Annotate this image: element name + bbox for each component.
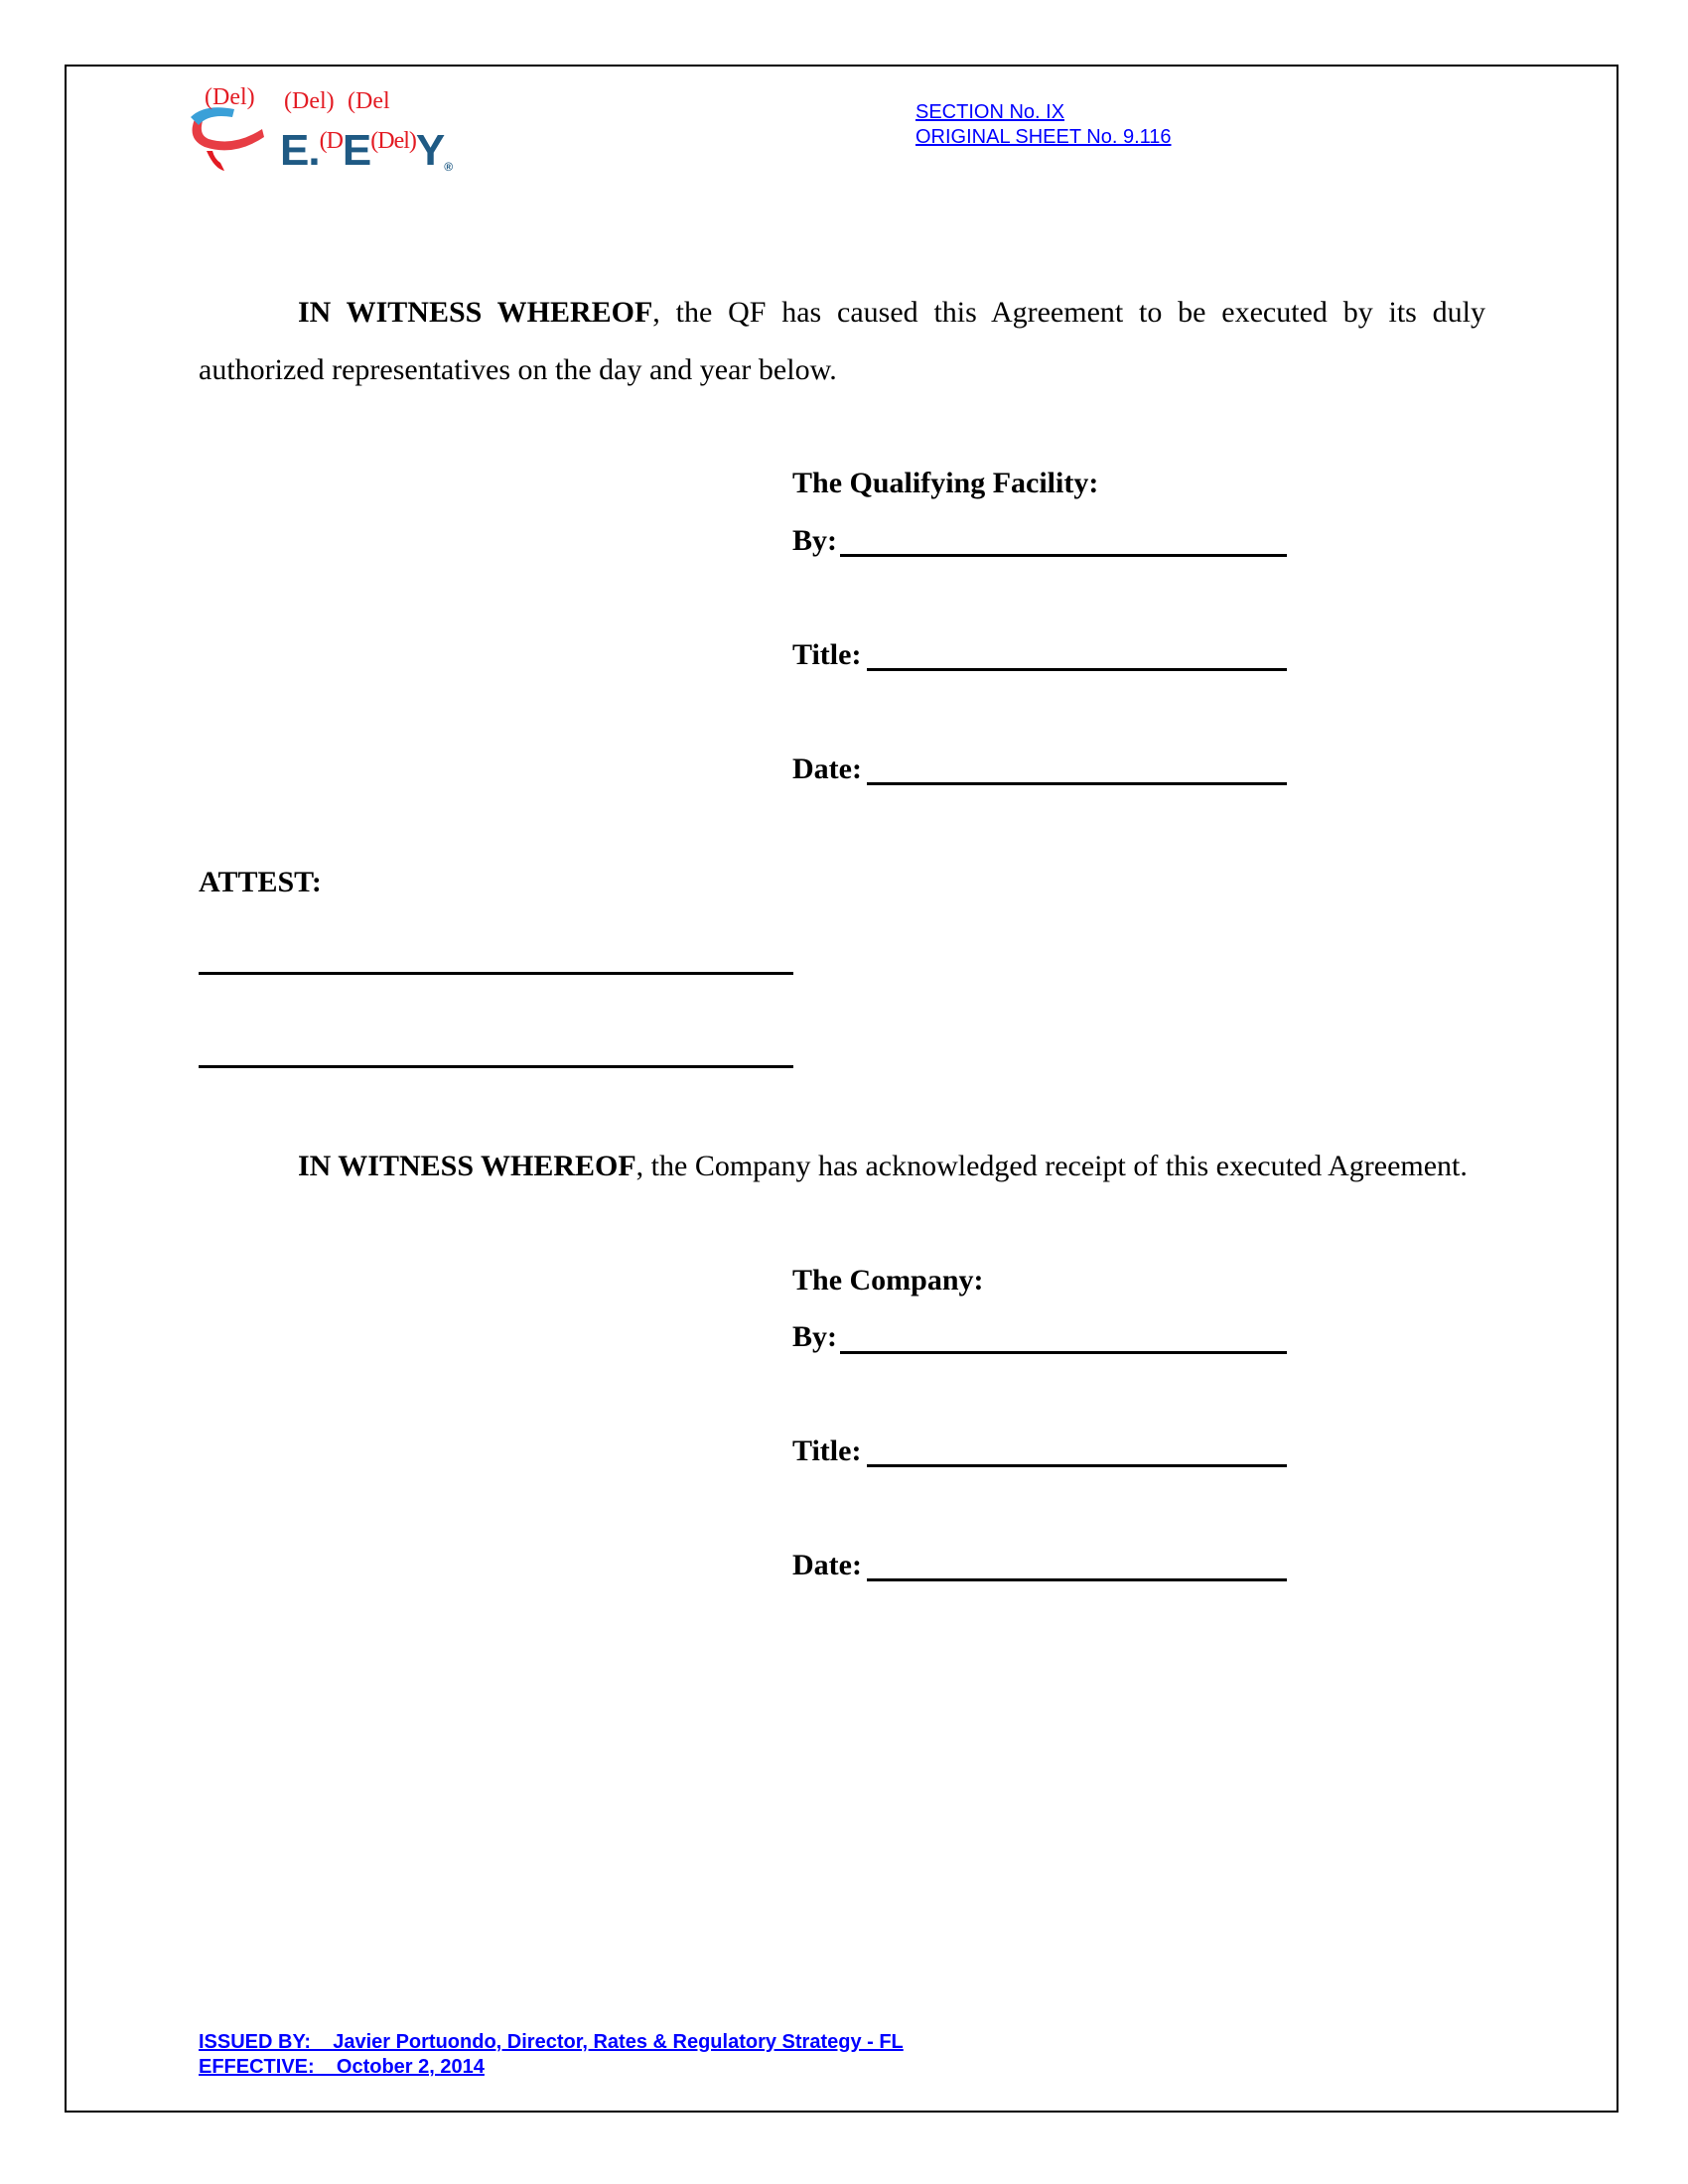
logo-text-fragment: (Del [348, 88, 390, 114]
logo-letter: Y [415, 126, 445, 175]
logo-wordmark [280, 126, 453, 175]
witness-paragraph-company [199, 1138, 1485, 1195]
witness-heading: IN WITNESS WHEREOF [298, 296, 653, 329]
paragraph-text: , the QF has caused this Agreement to be executed by its duly authorized representatives on the day and year below. [199, 296, 1486, 386]
logo-text-fragment: (Del) [370, 128, 416, 154]
qf-date-signature-line[interactable] [867, 782, 1287, 785]
logo-text-fragment: (Del) [284, 88, 335, 114]
qf-date-label: Date: [792, 752, 862, 785]
attest-signature-line-2[interactable] [199, 1065, 793, 1068]
company-date-label: Date: [792, 1549, 862, 1581]
witness-paragraph-qf [199, 284, 1485, 399]
section-number-link[interactable]: SECTION No. IX [915, 101, 1065, 123]
registered-mark: ® [444, 160, 453, 174]
attest-label: ATTEST: [199, 866, 322, 898]
company-by-signature-line[interactable] [840, 1351, 1287, 1354]
sheet-number-link[interactable]: ORIGINAL SHEET No. 9.116 [915, 126, 1172, 148]
paragraph-text: , the Company has acknowledged receipt of this executed Agreement. [635, 1150, 1468, 1182]
effective-date-link[interactable]: EFFECTIVE: October 2, 2014 [199, 2056, 485, 2078]
logo-swoosh-icon [185, 99, 274, 179]
company-date-signature-line[interactable] [867, 1578, 1287, 1581]
witness-heading: IN WITNESS WHEREOF [298, 1150, 636, 1182]
logo-text-fragment: (D [319, 128, 343, 154]
company-block-heading: The Company: [792, 1264, 984, 1297]
qf-by-signature-line[interactable] [840, 554, 1287, 557]
qf-by-label: By: [792, 524, 837, 557]
company-by-label: By: [792, 1320, 837, 1353]
company-title-signature-line[interactable] [867, 1464, 1287, 1467]
company-logo [185, 85, 483, 185]
qf-block-heading: The Qualifying Facility: [792, 467, 1099, 499]
document-header [915, 100, 1172, 150]
attest-signature-line-1[interactable] [199, 972, 793, 975]
logo-letter: E [342, 126, 371, 175]
company-title-label: Title: [792, 1434, 862, 1467]
logo-text-fragment: (Del) [205, 84, 255, 110]
issued-by-link[interactable]: ISSUED BY: Javier Portuondo, Director, Rates & Regulatory Strategy - FL [199, 2031, 904, 2053]
qf-title-label: Title: [792, 638, 862, 671]
document-footer [199, 2030, 904, 2080]
qf-title-signature-line[interactable] [867, 668, 1287, 671]
logo-letter: E. [280, 126, 320, 175]
